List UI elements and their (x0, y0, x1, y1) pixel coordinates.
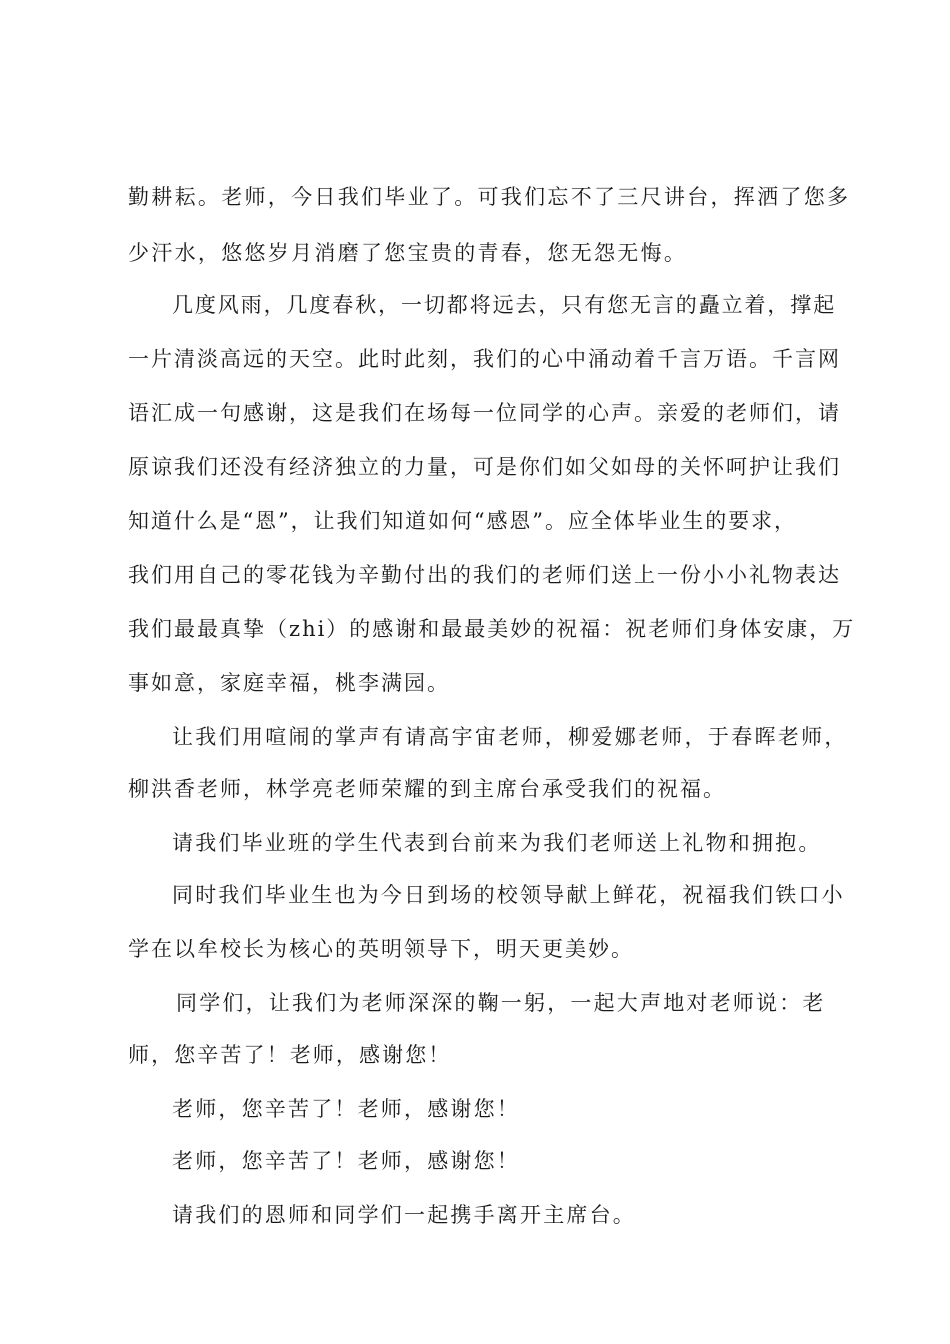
text-line: 同时我们毕业生也为今日到场的校领导献上鲜花，祝福我们铁口小 (172, 883, 845, 907)
text-line: 同学们，让我们为老师深深的鞠一躬，一起大声地对老师说：老 (176, 991, 826, 1015)
text-line: 我们用自己的零花钱为辛勤付出的我们的老师们送上一份小小礼物表达 (128, 563, 841, 587)
text-line: 请我们的恩师和同学们一起携手离开主席台。 (172, 1203, 636, 1227)
text-line: 语汇成一句感谢，这是我们在场每一位同学的心声。亲爱的老师们，请 (128, 401, 841, 425)
text-line: 老师，您辛苦了！老师，感谢您！ (172, 1097, 520, 1121)
text-line: 少汗水，悠悠岁月消磨了您宝贵的青春，您无怨无悔。 (128, 241, 688, 265)
text-line: 让我们用喧闹的掌声有请高宇宙老师，柳爱娜老师，于春晖老师， (172, 725, 848, 749)
text-line: 师，您辛苦了！老师，感谢您！ (128, 1043, 452, 1067)
text-line: 知道什么是“恩”，让我们知道如何“感恩”。应全体毕业生的要求， (128, 509, 797, 533)
text-line: 我们最最真挚（zhi）的感谢和最最美妙的祝福：祝老师们身体安康，万 (128, 617, 856, 641)
text-line: 原谅我们还没有经济独立的力量，可是你们如父如母的关怀呵护让我们 (128, 455, 841, 479)
text-line: 老师，您辛苦了！老师，感谢您！ (172, 1149, 520, 1173)
text-line: 柳洪香老师，林学亮老师荣耀的到主席台承受我们的祝福。 (128, 777, 726, 801)
text-line: 一片清淡高远的天空。此时此刻，我们的心中涌动着千言万语。千言网 (128, 347, 841, 371)
text-line: 请我们毕业班的学生代表到台前来为我们老师送上礼物和拥抱。 (172, 831, 822, 855)
text-line: 勤耕耘。老师，今日我们毕业了。可我们忘不了三尺讲台，挥洒了您多 (128, 185, 851, 209)
text-line: 几度风雨，几度春秋，一切都将远去，只有您无言的矗立着，撑起 (172, 293, 837, 317)
text-line: 学在以牟校长为核心的英明领导下，明天更美妙。 (128, 937, 634, 961)
text-line: 事如意，家庭幸福，桃李满园。 (128, 671, 450, 695)
